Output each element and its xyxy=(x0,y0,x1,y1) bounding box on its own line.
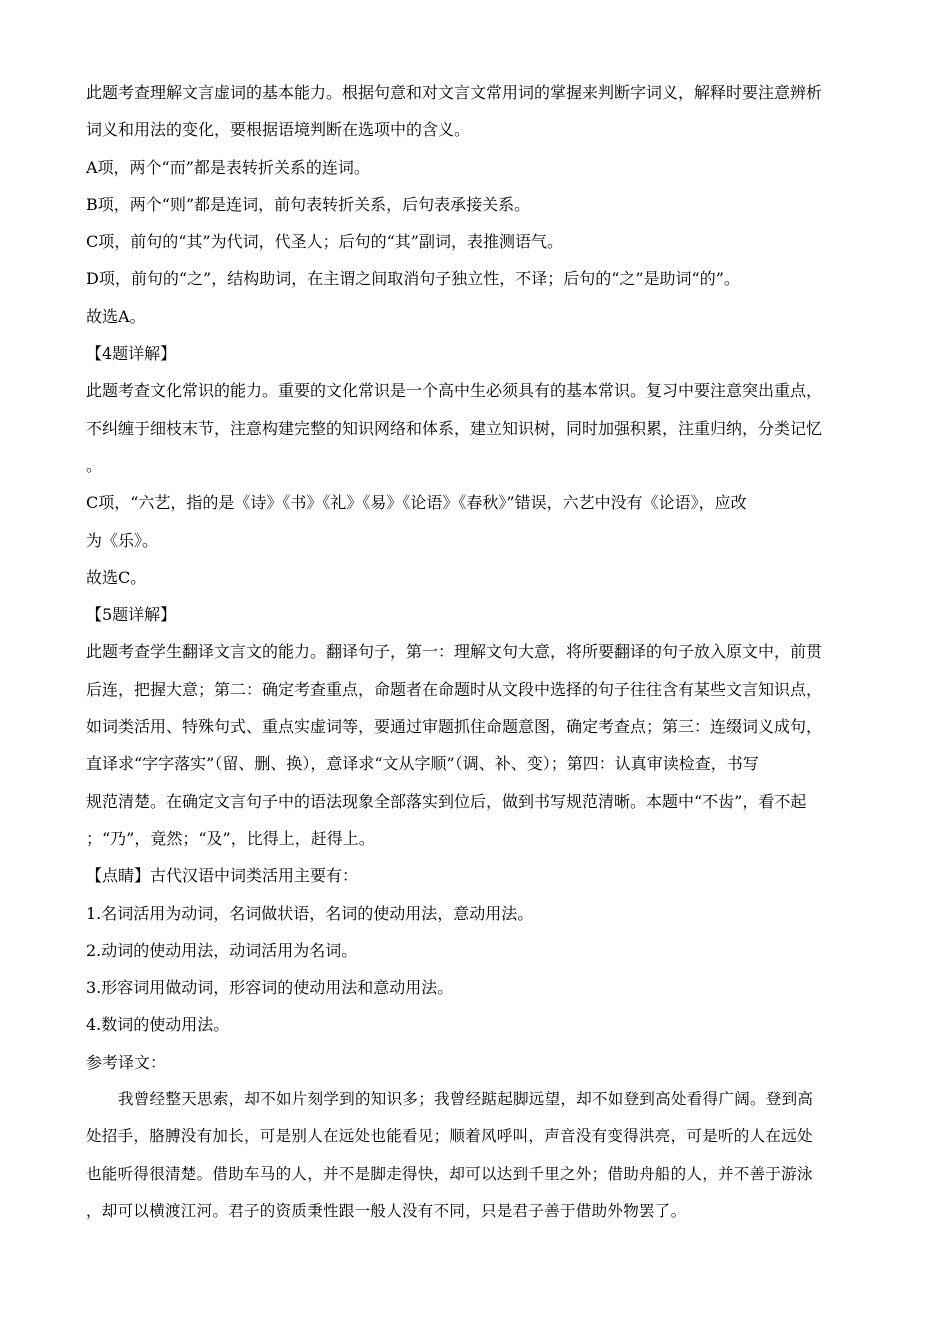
option-b-line: B项，两个“则”都是连词，前句表转折关系，后句表承接关系。 xyxy=(86,194,531,214)
document-page xyxy=(86,74,860,1230)
section-5-analysis xyxy=(86,596,860,857)
paragraph-line: 如词类活用、特殊句式、重点实虚词等，要通过审题抓住命题意图，确定考查点；第三：连缀词义成句， xyxy=(86,717,823,737)
translation-line: 我曾经整天思索，却不如片刻学到的知识多；我曾经踮起脚远望，却不如登到高处看得广阔。登到高 xyxy=(118,1090,814,1109)
translation-line: 也能听得很清楚。借助车马的人，并不是脚走得快，却可以达到千里之外；借助舟船的人，并不善于游泳 xyxy=(86,1164,813,1183)
section-5-heading: 【5题详解】 xyxy=(86,605,177,625)
list-item: 2.动词的使动用法，动词活用为名词。 xyxy=(86,940,358,960)
translation-line: ，却可以横渡江河。君子的资质秉性跟一般人没有不同，只是君子善于借助外物罢了。 xyxy=(86,1201,687,1220)
option-a-line: A项，两个“而”都是表转折关系的连词。 xyxy=(86,157,370,177)
paragraph-line: 直译求“字字落实”（留、删、换），意译求“文从字顺”（调、补、变）；第四：认真审读检查，书写 xyxy=(86,754,759,774)
paragraph-line: 此题考查学生翻译文言文的能力。翻译句子，第一：理解文句大意，将所要翻译的句子放入原文中，前贯 xyxy=(86,642,823,662)
dianjing-section xyxy=(86,857,860,1043)
answer-line: 故选A。 xyxy=(86,306,146,326)
list-item: 1.名词活用为动词，名词做状语，名词的使动用法，意动用法。 xyxy=(86,903,534,923)
paragraph-line: 不纠缠于细枝末节，注意构建完整的知识网络和体系，建立知识树，同时加强积累，注重归纳，分类记忆 xyxy=(86,418,823,438)
paragraph-line: 。 xyxy=(86,455,103,475)
translation-line: 处招手，胳膊没有加长，可是别人在远处也能看见；顺着风呼叫，声音没有变得洪亮，可是听的人在远处 xyxy=(86,1127,813,1146)
list-item: 3.形容词用做动词，形容词的使动用法和意动用法。 xyxy=(86,978,454,998)
paragraph-line: 规范清楚。在确定文言句子中的语法现象全部落实到位后，做到书写规范清晰。本题中“不齿”，看不起 xyxy=(86,791,807,811)
paragraph-line: 此题考查理解文言虚词的基本能力。根据句意和对文言文常用词的掌握来判断字词义，解释时要注意辨析 xyxy=(86,83,823,102)
reference-translation xyxy=(86,1044,860,1230)
paragraph-line: 为《乐》。 xyxy=(86,530,159,550)
dianjing-heading: 【点睛】古代汉语中词类活用主要有： xyxy=(86,866,359,886)
option-d-line: D项，前句的“之”，结构助词，在主谓之间取消句子独立性，不译；后句的“之”是助词“的”。 xyxy=(86,269,740,289)
translation-heading: 参考译文： xyxy=(86,1052,167,1072)
paragraph-line: 词义和用法的变化，要根据语境判断在选项中的含义。 xyxy=(86,120,471,140)
section-4-analysis xyxy=(86,335,860,596)
option-c-line: C项，“六艺，指的是《诗》《书》《礼》《易》《论语》《春秋》”错误，六艺中没有《论语》，应改 xyxy=(86,493,747,513)
section-3-analysis xyxy=(86,74,860,335)
answer-line: 故选C。 xyxy=(86,567,147,587)
option-c-line: C项，前句的“其”为代词，代圣人；后句的“其”副词，表推测语气。 xyxy=(86,232,563,252)
paragraph-line: 此题考查文化常识的能力。重要的文化常识是一个高中生必须具有的基本常识。复习中要注意突出重点， xyxy=(86,381,823,401)
section-4-heading: 【4题详解】 xyxy=(86,344,177,364)
paragraph-line: 后连，把握大意；第二：确定考查重点，命题者在命题时从文段中选择的句子往往含有某些文言知识点， xyxy=(86,679,823,699)
list-item: 4.数词的使动用法。 xyxy=(86,1015,230,1035)
paragraph-line: ；“乃”，竟然；“及”，比得上，赶得上。 xyxy=(86,828,375,848)
